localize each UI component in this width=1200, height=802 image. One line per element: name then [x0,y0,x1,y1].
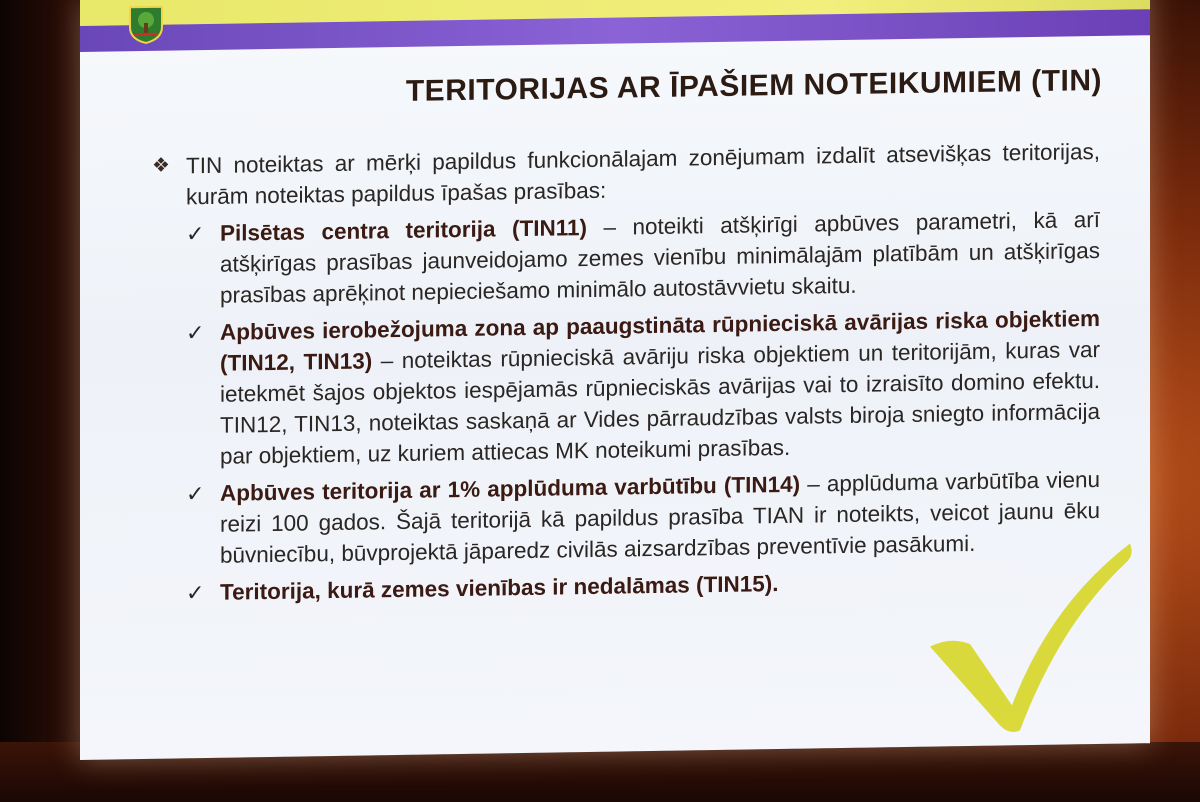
intro-text: TIN noteiktas ar mērķi papildus funkcionālajam zonējumam izdalīt atsevišķas teritorijas, kurām noteiktas papildus īpašas prasības: [186,138,1100,210]
list-item-tin12-tin13 [150,303,1100,473]
check-icon: ✓ [186,221,205,247]
item-heading: Pilsētas centra teritorija (TIN11) [220,215,588,246]
intro-paragraph [150,136,1100,213]
list-item-tin11 [150,204,1100,312]
check-icon: ✓ [186,580,205,606]
large-check-mark-icon [920,533,1140,736]
item-heading: Apbūves teritorija ar 1% applūduma varbūtību (TIN14) [220,471,801,506]
coat-of-arms-icon [128,5,164,46]
check-icon: ✓ [186,320,205,346]
item-text: – applūduma varbūtība vienu reizi 100 gados. Šajā teritorijā kā papildus prasība TIAN ir noteikts, veicot jaunu ēku būvniecību, būvprojektā jāparedz civilās aizsardzības preventīvie pasākumi. [220,466,1100,568]
projected-slide [80,0,1150,760]
item-text: – noteiktas rūpnieciskā avāriju riska objektiem un teritorijām, kuras var ietekmēt šajos objektos iespējamās rūpnieciskās avārijas vai to izraisīto domino efektu. TIN12, TIN13, noteiktas saskaņā ar Vides pārraudzības valsts biroja sniegto informācija par objektiem, uz kuriem attiecas MK noteikumi prasības. [220,336,1100,469]
item-text: – noteikti atšķirīgi apbūves parametri, kā arī atšķirīgas prasības jaunveidojamo zemes vienību minimālajām platībām un atšķirīgas prasības aprēķinot nepieciešamo minimālo autostāvvietu skaitu. [220,206,1100,308]
slide-title: TERITORIJAS AR ĪPAŠIEM NOTEIKUMIEM (TIN) [405,63,1102,108]
diamond-bullet-icon: ❖ [152,154,170,177]
item-heading: Apbūves ierobežojuma zona ap paaugstināta rūpnieciskā avārijas riska objektiem (TIN12, TIN13) [220,305,1100,376]
item-heading: Teritorija, kurā zemes vienības ir nedalāmas (TIN15). [220,571,779,605]
check-icon: ✓ [186,481,205,507]
